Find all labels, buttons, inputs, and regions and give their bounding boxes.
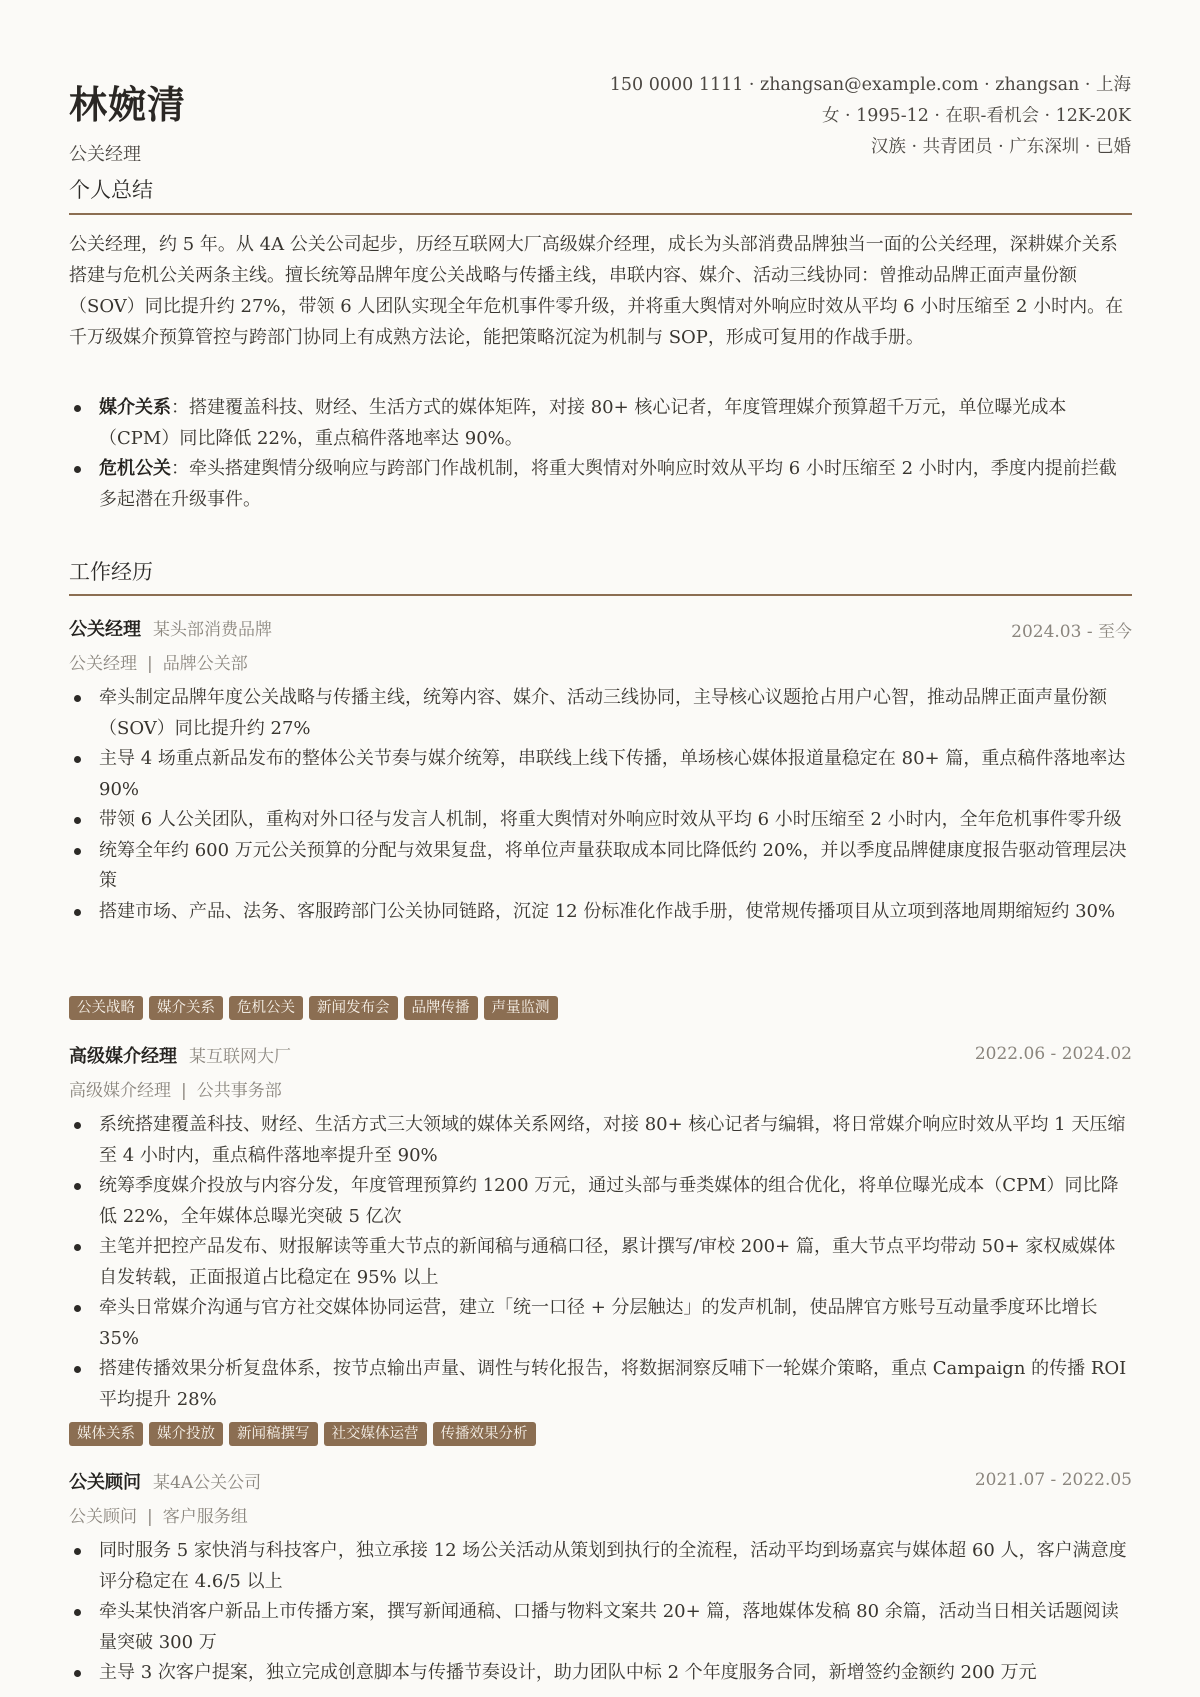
contact-info [610,70,1131,163]
job-company: 某互联网大厂 [189,1047,291,1067]
skill-tag: 媒介投放 [149,1422,223,1446]
skill-tag: 声量监测 [484,996,558,1020]
job-company: 某头部消费品牌 [153,620,272,640]
job-bullets [69,683,1132,927]
skill-tag: 媒介关系 [149,996,223,1020]
contact-line: 150 0000 1111 · zhangsan@example.com · zhangsan · 上海 [609,75,1131,95]
job-position: 公关经理 [69,654,137,674]
job-position: 高级媒介经理 [69,1081,171,1101]
job-bullet: 主笔并把控产品发布、财报解读等重大节点的新闻稿与通稿口径，累计撰写/审校 200+ 篇，重大节点平均带动 50+ 家权威媒体自发转载，正面报道占比稳定在 95% 以上 [69,1232,1132,1293]
summary-highlight [69,393,1132,454]
resume-header [69,68,1131,178]
job-company: 某4A公关公司 [153,1473,262,1493]
skill-tag: 传播效果分析 [433,1422,536,1446]
section-divider [69,594,1132,596]
job-bullet: 统筹季度媒介投放与内容分发，年度管理预算约 1200 万元，通过头部与垂类媒体的组合优化，将单位曝光成本（CPM）同比降低 22%，全年媒体总曝光突破 5 亿次 [69,1171,1132,1232]
job-subtitle: 高级媒介经理 | 公共事务部 [69,1081,282,1101]
highlight-label: 危机公关 [99,458,171,479]
job-department: 公共事务部 [196,1081,282,1101]
job-bullet: 带领 6 人公关团队，重构对外口径与发言人机制，将重大舆情对外响应时效从平均 6 小时压缩至 2 小时内，全年危机事件零升级 [69,805,1132,836]
highlight-text: ：搭建覆盖科技、财经、生活方式的媒体矩阵，对接 80+ 核心记者，年度管理媒介预算超千万元，单位曝光成本（CPM）同比降低 22%，重点稿件落地率达 90%。 [99,397,1067,449]
summary-highlight [69,454,1132,515]
contact-line: 汉族 · 共青团员 · 广东深圳 · 已婚 [870,137,1131,157]
job-bullet: 牵头制定品牌年度公关战略与传播主线，统筹内容、媒介、活动三线协同，主导核心议题抢占用户心智，推动品牌正面声量份额（SOV）同比提升约 27% [69,683,1132,744]
job-bullet: 统筹全年约 600 万元公关预算的分配与效果复盘，将单位声量获取成本同比降低约 20%，并以季度品牌健康度报告驱动管理层决策 [69,836,1132,897]
section-title-summary: 个人总结 [69,178,153,202]
job-header [69,1468,1132,1492]
job-role: 公关顾问 [69,1472,141,1493]
job-bullet: 搭建市场、产品、法务、客服跨部门公关协同链路，沉淀 12 份标准化作战手册，使常规传播项目从立项到落地周期缩短约 30% [69,897,1132,928]
job-header [69,1042,1132,1066]
skill-tag: 新闻发布会 [309,996,398,1020]
job-date: 2024.03 - 至今 [1011,622,1132,642]
job-subtitle: 公关顾问 | 客户服务组 [69,1507,248,1527]
summary-text: 公关经理，约 5 年。从 4A 公关公司起步，历经互联网大厂高级媒介经理，成长为头部消费品牌独当一面的公关经理，深耕媒介关系搭建与危机公关两条主线。擅长统筹品牌年度公关战略与传播主线，串联内容、媒介、活动三线协同：曾推动品牌正面声量份额（SOV）同比提升约 27%，带领 6 人团队实现全年危机事件零升级，并将重大舆情对外响应时效从平均 6 小时压缩至 2 小时内。在千万级媒介预算管控与跨部门协同上有成熟方法论，能把策略沉淀为机制与 SOP，形成可复用的作战手册。 [69,234,1124,348]
candidate-title: 公关经理 [69,144,141,165]
job-bullet: 主导 3 次客户提案，独立完成创意脚本与传播节奏设计，助力团队中标 2 个年度服务合同，新增签约金额约 200 万元 [69,1658,1132,1689]
skill-tag: 公关战略 [69,996,143,1020]
skill-tags [69,996,564,1020]
skill-tag: 品牌传播 [404,996,478,1020]
job-subtitle: 公关经理 | 品牌公关部 [69,654,248,674]
skill-tags [69,1422,542,1446]
job-bullet: 系统搭建覆盖科技、财经、生活方式三大领域的媒体关系网络，对接 80+ 核心记者与编辑，将日常媒介响应时效从平均 1 天压缩至 4 小时内，重点稿件落地率提升至 90% [69,1110,1132,1171]
skill-tag: 危机公关 [229,996,303,1020]
job-department: 品牌公关部 [162,654,248,674]
highlight-label: 媒介关系 [99,397,171,418]
skill-tag: 新闻稿撰写 [229,1422,318,1446]
section-title-experience: 工作经历 [69,560,153,584]
candidate-name: 林婉清 [69,82,187,127]
job-bullet: 主导 4 场重点新品发布的整体公关节奏与媒介统筹，串联线上线下传播，单场核心媒体报道量稳定在 80+ 篇，重点稿件落地率达 90% [69,744,1132,805]
job-bullets [69,1110,1132,1415]
skill-tag: 媒体关系 [69,1422,143,1446]
job-bullet: 同时服务 5 家快消与科技客户，独立承接 12 场公关活动从策划到执行的全流程，活动平均到场嘉宾与媒体超 60 人，客户满意度评分稳定在 4.6/5 以上 [69,1536,1132,1597]
job-bullets [69,1536,1132,1689]
job-date: 2022.06 - 2024.02 [974,1044,1132,1064]
job-department: 客户服务组 [162,1507,248,1527]
highlight-text: ：牵头搭建舆情分级响应与跨部门作战机制，将重大舆情对外响应时效从平均 6 小时压缩至 2 小时内，季度内提前拦截多起潜在升级事件。 [99,458,1117,510]
job-bullet: 搭建传播效果分析复盘体系，按节点输出声量、调性与转化报告，将数据洞察反哺下一轮媒介策略，重点 Campaign 的传播 ROI 平均提升 28% [69,1354,1132,1415]
summary-highlights [69,393,1132,515]
job-role: 高级媒介经理 [69,1046,177,1067]
job-role: 公关经理 [69,619,141,640]
section-divider [69,213,1132,215]
job-date: 2021.07 - 2022.05 [974,1470,1132,1490]
skill-tag: 社交媒体运营 [324,1422,427,1446]
job-bullet: 牵头日常媒介沟通与官方社交媒体协同运营，建立「统一口径 + 分层触达」的发声机制，使品牌官方账号互动量季度环比增长 35% [69,1293,1132,1354]
contact-line: 女 · 1995-12 · 在职-看机会 · 12K-20K [821,106,1131,126]
job-position: 公关顾问 [69,1507,137,1527]
job-bullet: 牵头某快消客户新品上市传播方案，撰写新闻通稿、口播与物料文案共 20+ 篇，落地媒体发稿 80 余篇，活动当日相关话题阅读量突破 300 万 [69,1597,1132,1658]
job-header [69,615,1132,642]
